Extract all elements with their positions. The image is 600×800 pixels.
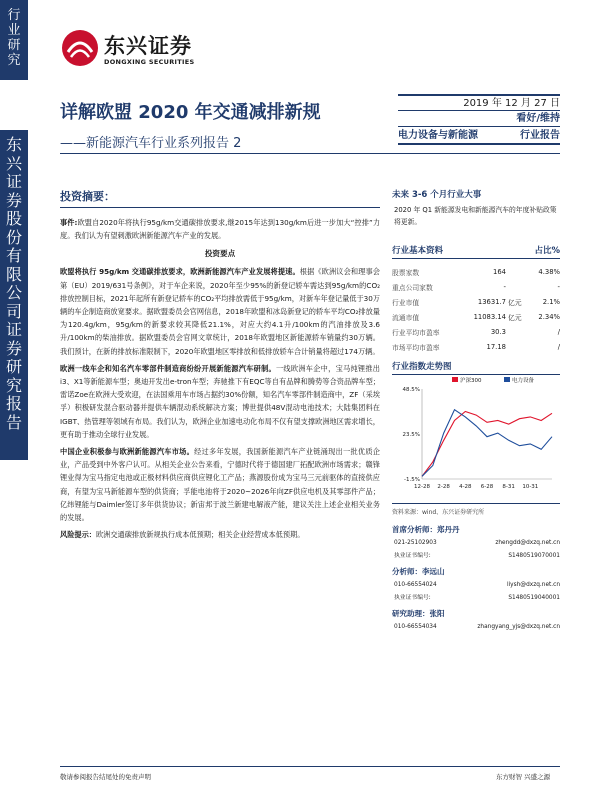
sidebar <box>0 0 28 800</box>
x-tick-label: 12-28 <box>414 484 430 490</box>
analyst-3-role: 研究助理： <box>392 609 430 618</box>
analyst-2 <box>392 566 560 604</box>
risk-paragraph <box>60 528 380 541</box>
info-column <box>392 188 560 638</box>
point-2-lead: 欧洲一线车企和知名汽车零部件制造商纷纷开展新能源汽车研制。 <box>60 363 276 373</box>
sidebar-category <box>0 0 28 80</box>
x-tick-label: 6-28 <box>480 484 494 490</box>
analyst-2-cert: S1480519040001 <box>508 594 560 601</box>
x-tick-label: 8-31 <box>502 484 515 490</box>
analyst-2-cert-label: 执业证书编号: <box>394 594 431 601</box>
analyst-1-email[interactable]: zhengdd@dxzq.net.cn <box>495 540 560 546</box>
table-row: 重点公司家数 - - <box>392 282 560 292</box>
analyst-1-name: 郑丹丹 <box>437 525 460 534</box>
point-2-text: 一线欧洲车企中，宝马纯锂推出i3、X1等新能源车型；奥迪开发出e-tron车型；奔驰推下有EQC等自有品牌和腾势等合资品牌车型；雷诺Zoe在欧洲大受欢迎，在法国乘用车市场占据约30%份额，知名汽车零部件制造商中，ZF（采埃孚）积极研发混合驱动器并提供车辆混动系统解决方案；博世提供48V混动电池技术；大陆集团料在IGBT、热管理等领域有布局。我们认为，欧洲企业加速电动化布局不仅有望支撑欧洲地区需求增长，更有助于推动全球行业发展。 <box>60 363 380 439</box>
x-tick-label: 2-28 <box>437 484 450 490</box>
legend-swatch <box>452 377 458 382</box>
sidebar-category-text: 行 业 研 究 <box>7 8 21 68</box>
y-tick-label: 48.5% <box>402 387 420 393</box>
stats-pct-header: 占比% <box>534 246 560 256</box>
footer-disclaimer: 敬请参阅报告结尾处的免责声明 <box>60 773 151 781</box>
sector-row <box>398 127 560 145</box>
footer-slogan: 东方财智 兴盛之源 <box>496 773 551 781</box>
x-tick-label: 4-28 <box>459 484 472 490</box>
footer-divider <box>60 766 560 767</box>
analyst-2-name: 李远山 <box>422 567 445 576</box>
analyst-3 <box>392 608 560 634</box>
table-row: 股票家数 164 4.38% <box>392 267 560 277</box>
series-line <box>422 410 552 477</box>
analyst-1-phone: 021-25102903 <box>394 540 437 546</box>
report-type-label: 行业报告 <box>520 130 560 141</box>
analyst-3-name: 张阳 <box>429 609 445 618</box>
outlook-text: 2020 年 Q1 新能源发电和新能源汽车的年度补贴政策将更新。 <box>394 206 557 226</box>
point-3-text: 经过多年发展，我国新能源汽车产业链涌现出一批优质企业，产品受到中外客户认可。从相关企业公告来看，宁德时代将于德国建厂拓配欧洲市场需求；赣锋锂业得为宝马指定电池或正极材料供应商供应锂化工产品；燕源股份成为宝马三元前驱体的直接供应商，有望为宝马新能源车型的供货商；孚能电池将于2020~2026年向ZF供应电机及其零部件产品；亿纬锂能与Daimler签订多年供货协议；新宙邦于波兰新建电解液产能，建议关注上述企业相关业务的发展。 <box>60 447 380 523</box>
legend-label: 沪深300 <box>460 378 482 384</box>
logo-name-en: DONGXING SECURITIES <box>104 58 195 66</box>
rating-label: 看好/维持 <box>398 111 560 127</box>
event-text: 欧盟自2020年将执行95g/km交通碳排放要求,继2015年达到130g/km后进一步加大“控排”力度。我们认为有望刺激欧洲新能源汽车产业的发展。 <box>60 218 381 241</box>
sector-label: 电力设备与新能源 <box>398 130 478 141</box>
series-line <box>422 412 552 477</box>
report-meta <box>398 94 560 145</box>
risk-label: 风险提示： <box>60 530 96 540</box>
event-paragraph <box>60 216 380 242</box>
analyst-1-role: 首席分析师： <box>392 525 437 534</box>
table-row: 行业平均市盈率 30.3 / <box>392 327 560 337</box>
point-1-lead: 欧盟将执行 95g/km 交通碳排放要求，欧洲新能源汽车产业发展将提速。 <box>60 267 300 277</box>
stats-table <box>392 264 560 354</box>
summary-heading: 投资摘要： <box>60 188 380 208</box>
dongxing-logo-icon <box>60 28 100 68</box>
analyst-1-cert: S1480519070001 <box>508 552 560 559</box>
table-row: 流通市值 11083.14 亿元 2.34% <box>392 312 560 322</box>
report-subtitle: ——新能源汽车行业系列报告 2 <box>60 136 242 151</box>
analyst-3-phone: 010-66554034 <box>394 624 437 630</box>
sidebar-company-text: 东 兴 证 券 股 份 有 限 公 司 证 券 研 究 报 告 <box>5 135 22 432</box>
chart-heading: 行业指数走势图 <box>392 358 560 375</box>
table-row: 行业市值 13631.7 亿元 2.1% <box>392 297 560 307</box>
legend-label: 电力设备 <box>512 378 535 384</box>
analyst-1 <box>392 524 560 562</box>
report-title: 详解欧盟 2020 年交通减排新规 <box>60 102 321 123</box>
summary-column <box>60 188 380 545</box>
point-2 <box>60 362 380 441</box>
y-tick-label: -1.5% <box>404 477 420 483</box>
header-divider <box>60 153 560 154</box>
point-1-text: 根据《欧洲议会和理事会第（EU）2019/631号条例》，对于车企来说，2020年至少95%的新登记轿车需达到95g/km的CO₂排放控制目标，2021年起所有新登记轿车的CO₂平均排放需低于95g/km，对新车年登记量低于30万辆的车企制造商放宽要求。据欧盟委员会官网信息，2018年欧盟和冰岛新登记的轿车平均CO₂排放量为120.4g/km，95g/km的新要求较其降低21.1%，对应大约4.1升/100km的汽油排放及3.6升/100km的柴油排放。据欧盟委员会官网文章统计，2018年欧盟地区新能源轿车销量约30万辆。我们预计，在新的排放标准限制下，2020年欧盟地区零排放和低排放轿车合计销量将超过174万辆。 <box>60 267 380 356</box>
x-tick-label: 10-31 <box>522 484 539 490</box>
sidebar-company <box>0 130 28 460</box>
point-3 <box>60 445 380 524</box>
analyst-2-email[interactable]: liysh@dxzq.net.cn <box>506 582 560 588</box>
analyst-1-cert-label: 执业证书编号: <box>394 552 431 559</box>
report-date: 2019 年 12 月 27 日 <box>398 96 560 111</box>
table-row: 市场平均市盈率 17.18 / <box>392 342 560 352</box>
points-heading: 投资要点 <box>204 249 236 259</box>
analyst-2-role: 分析师： <box>392 567 422 576</box>
analyst-2-phone: 010-66554024 <box>394 582 437 588</box>
chart-source: 资料来源：wind、东兴证券研究所 <box>392 503 560 516</box>
stats-heading: 行业基本资料 <box>392 246 444 256</box>
company-logo <box>60 28 220 72</box>
logo-name-cn: 东兴证券 <box>104 34 192 58</box>
stats-header <box>392 242 560 259</box>
index-chart-svg <box>392 375 560 503</box>
index-chart <box>392 375 560 503</box>
risk-text: 欧洲交通碳排放新规执行成本低预期；相关企业经营成本低预期。 <box>95 530 305 540</box>
legend-swatch <box>504 377 510 382</box>
event-label: 事件: <box>60 218 78 227</box>
y-tick-label: 23.5% <box>402 432 420 438</box>
point-3-lead: 中国企业积极参与欧洲新能源汽车市场。 <box>60 447 195 457</box>
analyst-3-email[interactable]: zhangyang_yjs@dxzq.net.cn <box>477 624 560 630</box>
point-1 <box>60 265 380 357</box>
outlook-heading: 未来 3-6 个月行业大事 <box>392 190 482 200</box>
